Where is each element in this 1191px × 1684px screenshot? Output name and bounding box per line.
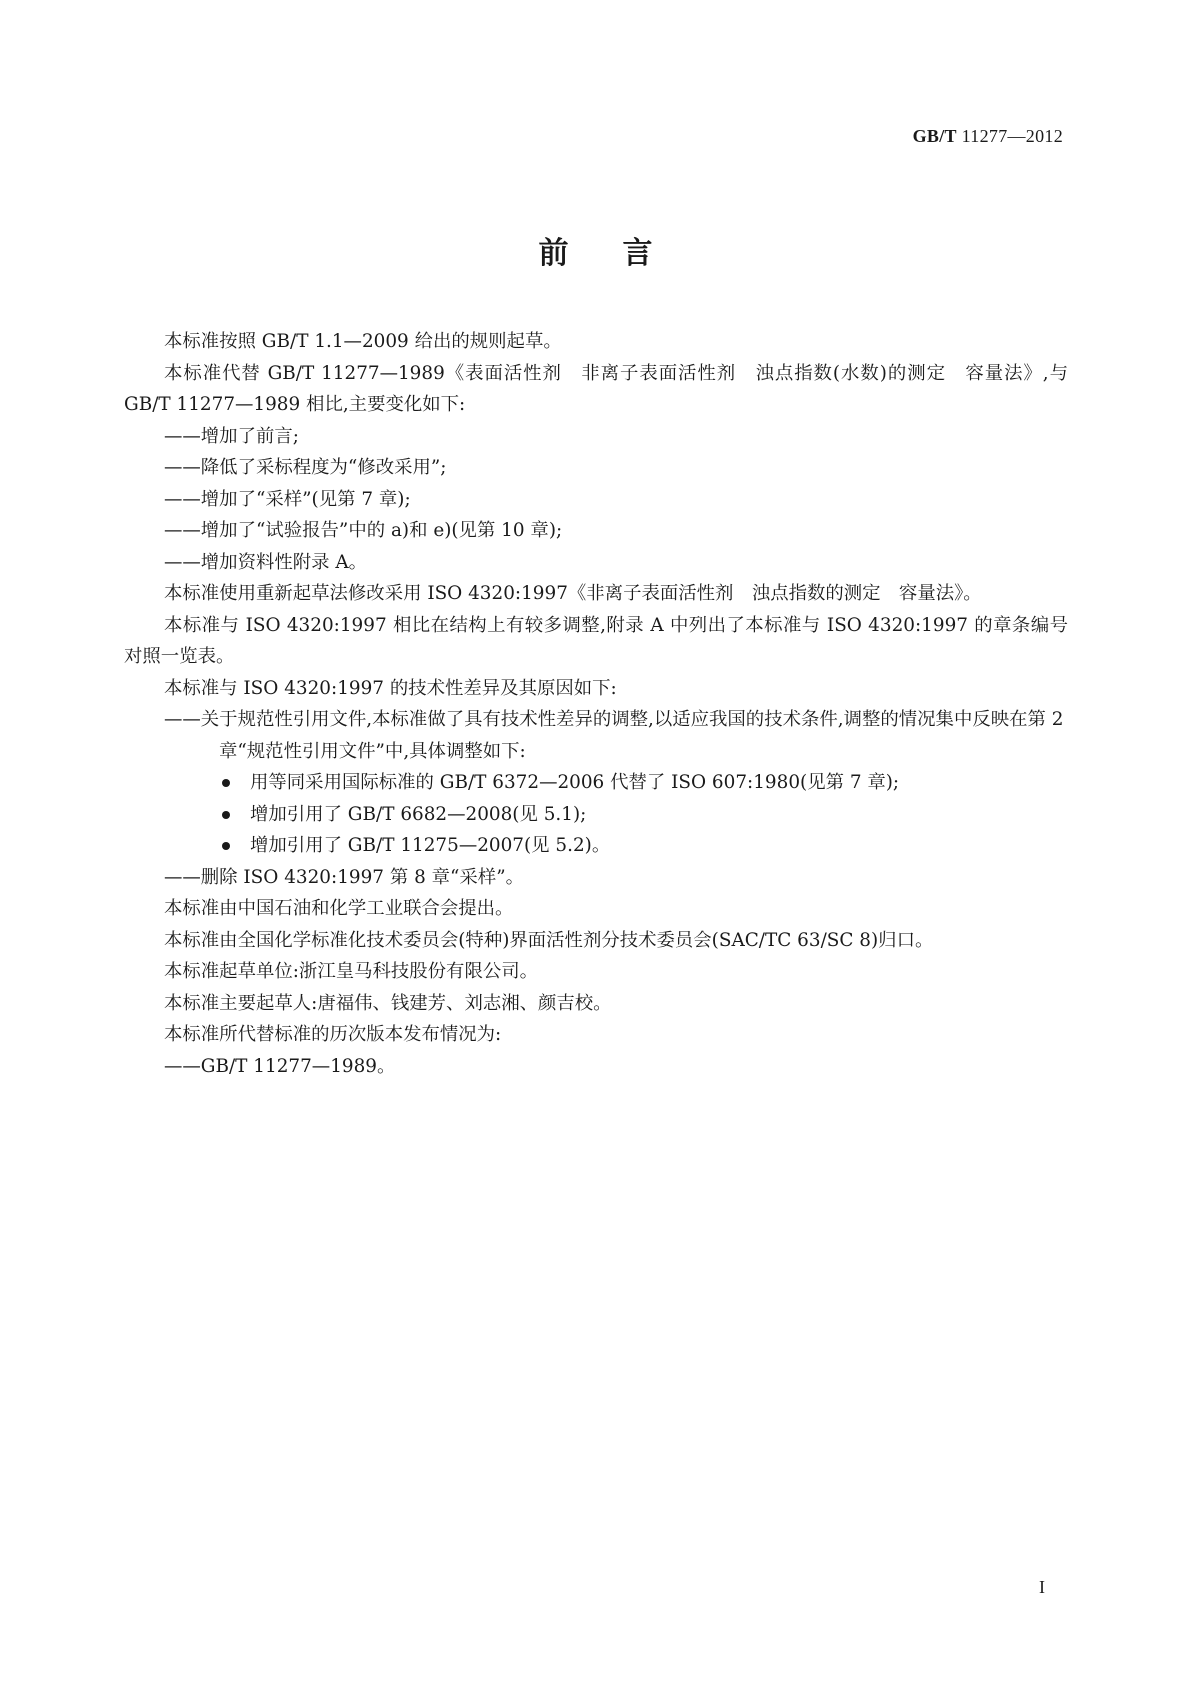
page-title: 前言: [538, 236, 707, 271]
standard-code: [913, 126, 1063, 147]
change-item: ——增加了前言;: [164, 425, 299, 447]
bullet-icon: [222, 842, 230, 850]
bullet-icon: [222, 779, 230, 787]
paragraph-drafting-rules: 本标准按照 GB/T 1.1—2009 给出的规则起草。: [164, 331, 562, 352]
change-item: ——增加了“试验报告”中的 a)和 e)(见第 10 章);: [164, 520, 563, 541]
paragraph-proposer: 本标准由中国石油和化学工业联合会提出。: [164, 898, 514, 919]
paragraph-drafters: 本标准主要起草人:唐福伟、钱建芳、刘志湘、颜吉校。: [164, 992, 612, 1014]
paragraph-adoption: 本标准使用重新起草法修改采用 ISO 4320:1997《非离子表面活性剂 浊点指数的测定 容量法》。: [164, 583, 982, 604]
bullet-item: [124, 799, 1068, 831]
paragraph-committee: 本标准由全国化学标准化技术委员会(特种)界面活性剂分技术委员会(SAC/TC 63/SC 8)归口。: [164, 929, 934, 951]
bullet-item: [124, 767, 1068, 799]
change-item: ——增加了“采样”(见第 7 章);: [164, 488, 411, 510]
paragraph-history: 本标准所代替标准的历次版本发布情况为:: [164, 1024, 502, 1045]
paragraph-drafting-unit: 本标准起草单位:浙江皇马科技股份有限公司。: [164, 961, 539, 982]
standard-code-number: 11277—2012: [961, 126, 1063, 146]
paragraph-replacement: 本标准代替 GB/T 11277—1989《表面活性剂 非离子表面活性剂 浊点指数(水数)的测定 容量法》,与 GB/T 11277—1989 相比,主要变化如下:: [124, 362, 1068, 415]
paragraph-differences: 本标准与 ISO 4320:1997 的技术性差异及其原因如下:: [164, 677, 617, 699]
difference-item: ——关于规范性引用文件,本标准做了具有技术性差异的调整,以适应我国的技术条件,调整的情况集中反映在第 2 章“规范性引用文件”中,具体调整如下:: [164, 709, 1064, 762]
bullet-item: [124, 830, 1068, 862]
change-item: ——增加资料性附录 A。: [164, 551, 368, 573]
paragraph-structure: 本标准与 ISO 4320:1997 相比在结构上有较多调整,附录 A 中列出了本标准与 ISO 4320:1997 的章条编号对照一览表。: [124, 614, 1068, 667]
foreword-body: [124, 326, 1068, 1082]
bullet-text: 增加引用了 GB/T 6682—2008(见 5.1);: [250, 803, 587, 825]
bullet-text: 用等同采用国际标准的 GB/T 6372—2006 代替了 ISO 607:1980(见第 7 章);: [250, 772, 900, 793]
standard-code-prefix: GB/T: [912, 126, 957, 146]
bullet-text: 增加引用了 GB/T 11275—2007(见 5.2)。: [250, 835, 611, 856]
bullet-icon: [222, 811, 230, 819]
difference-item: ——删除 ISO 4320:1997 第 8 章“采样”。: [164, 866, 524, 888]
history-item: ——GB/T 11277—1989。: [164, 1055, 396, 1077]
page-number: I: [1039, 1577, 1045, 1597]
change-item: ——降低了采标程度为“修改采用”;: [164, 457, 447, 478]
